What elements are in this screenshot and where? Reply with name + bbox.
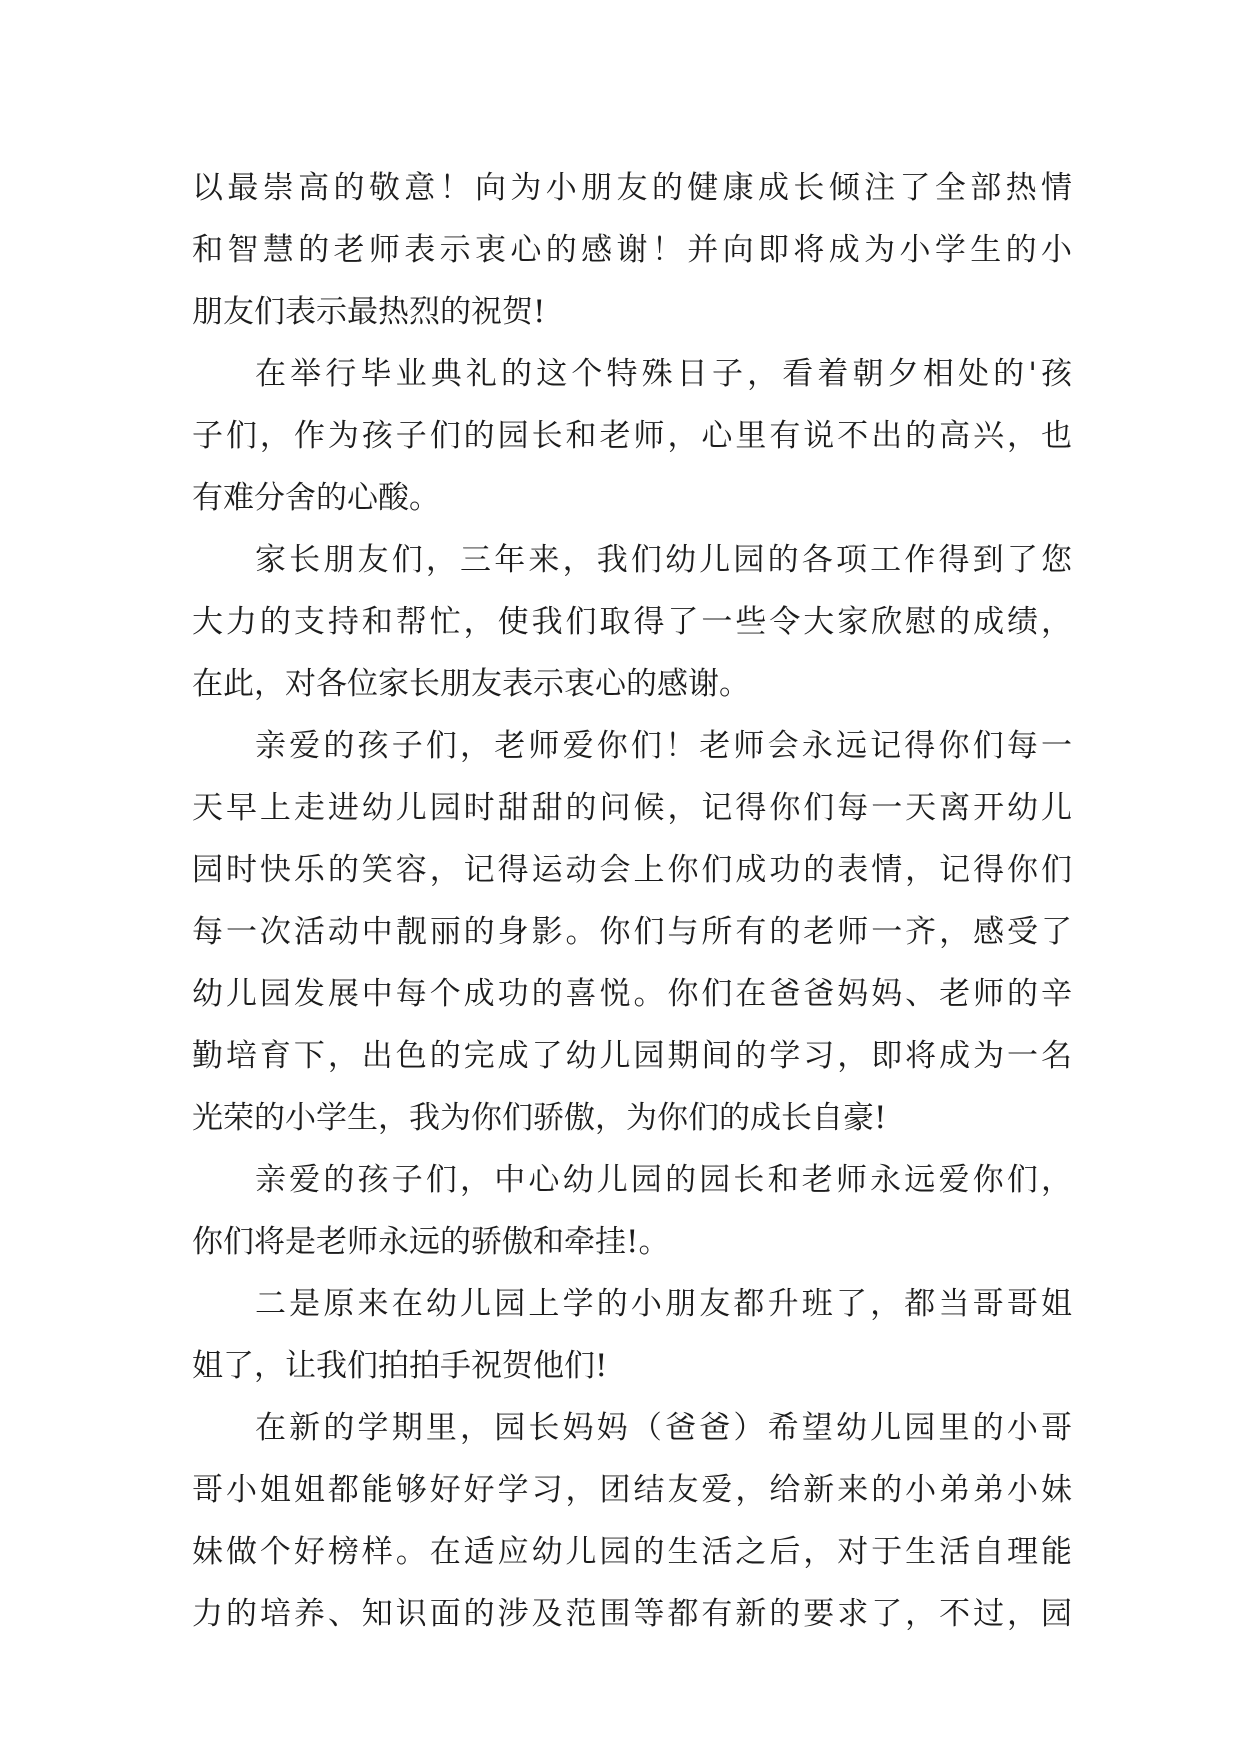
text-line: 光荣的小学生，我为你们骄傲，为你们的成长自豪!: [192, 1100, 887, 1136]
text-line: 你们将是老师永远的骄傲和牵挂!。: [192, 1224, 670, 1260]
text-line: 妹做个好榜样。在适应幼儿园的生活之后，对于生活自理能: [192, 1534, 1072, 1570]
document-body: [192, 157, 1072, 1645]
paragraph-first-line: 家长朋友们，三年来，我们幼儿园的各项工作得到了您: [255, 542, 1072, 578]
text-line: 勤培育下，出色的完成了幼儿园期间的学习，即将成为一名: [192, 1038, 1072, 1074]
paragraph-first-line: 亲爱的孩子们，中心幼儿园的园长和老师永远爱你们，: [255, 1162, 1072, 1198]
text-line: 姐了，让我们拍拍手祝贺他们!: [192, 1348, 608, 1384]
text-line: 子们，作为孩子们的园长和老师，心里有说不出的高兴，也: [192, 418, 1072, 454]
text-line: 每一次活动中靓丽的身影。你们与所有的老师一齐，感受了: [192, 914, 1072, 950]
text-line: 以最崇高的敬意！向为小朋友的健康成长倾注了全部热情: [192, 170, 1072, 206]
text-line: 哥小姐姐都能够好好学习，团结友爱，给新来的小弟弟小妹: [192, 1472, 1072, 1508]
paragraph-first-line: 二是原来在幼儿园上学的小朋友都升班了，都当哥哥姐: [255, 1286, 1072, 1322]
text-line: 和智慧的老师表示衷心的感谢！并向即将成为小学生的小: [192, 232, 1072, 268]
text-line: 在此，对各位家长朋友表示衷心的感谢。: [192, 666, 750, 702]
text-line: 有难分舍的心酸。: [192, 480, 440, 516]
paragraph-first-line: 亲爱的孩子们，老师爱你们！老师会永远记得你们每一: [255, 728, 1072, 764]
text-line: 朋友们表示最热烈的祝贺!: [192, 294, 546, 330]
paragraph-first-line: 在新的学期里，园长妈妈（爸爸）希望幼儿园里的小哥: [255, 1410, 1072, 1446]
text-line: 大力的支持和帮忙，使我们取得了一些令大家欣慰的成绩，: [192, 604, 1072, 640]
text-line: 幼儿园发展中每个成功的喜悦。你们在爸爸妈妈、老师的辛: [192, 976, 1072, 1012]
paragraph-first-line: 在举行毕业典礼的这个特殊日子，看着朝夕相处的'孩: [255, 356, 1072, 392]
text-line: 天早上走进幼儿园时甜甜的问候，记得你们每一天离开幼儿: [192, 790, 1072, 826]
text-line: 园时快乐的笑容，记得运动会上你们成功的表情，记得你们: [192, 852, 1072, 888]
text-line: 力的培养、知识面的涉及范围等都有新的要求了，不过，园: [192, 1596, 1072, 1632]
